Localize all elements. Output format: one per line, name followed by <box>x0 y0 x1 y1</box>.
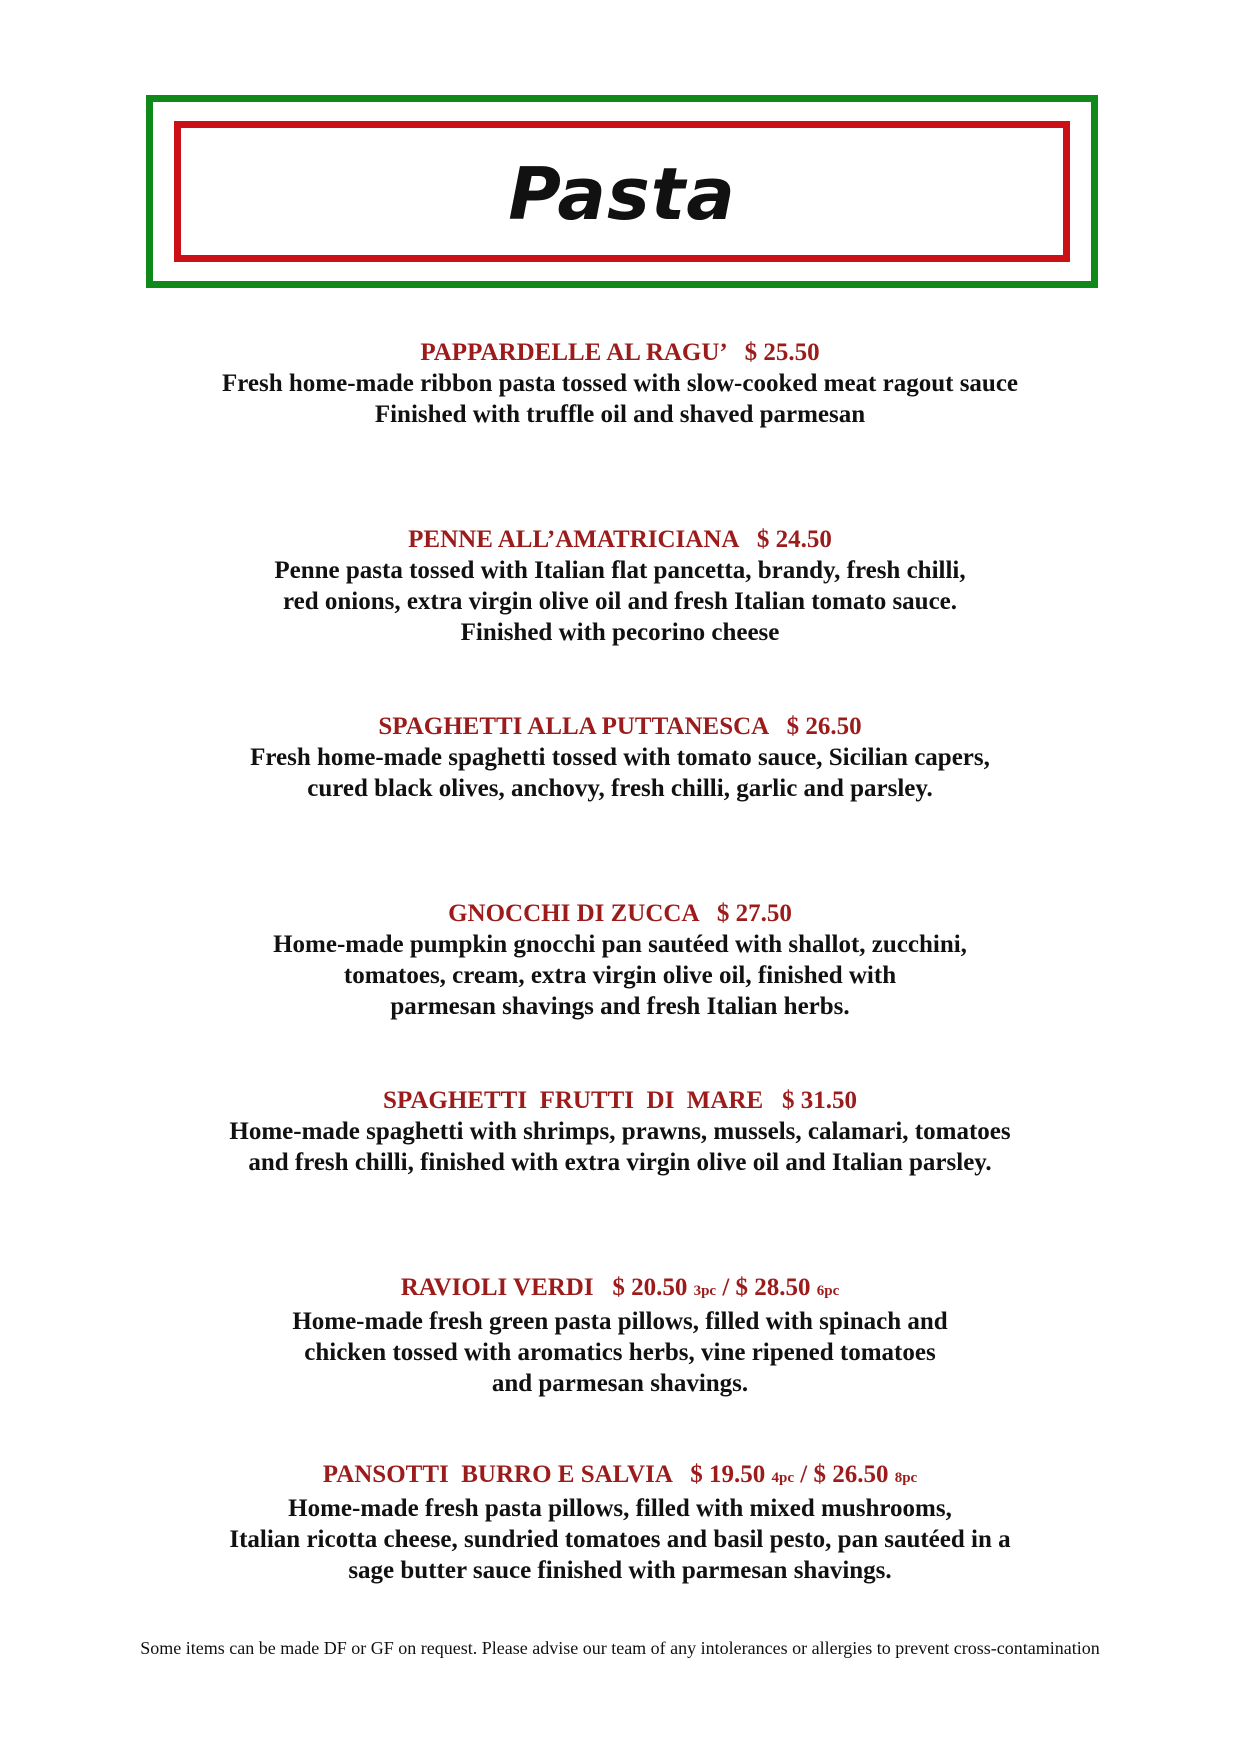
description-line: Home-made spaghetti with shrimps, prawns, mussels, calamari, tomatoes <box>229 1118 1011 1145</box>
menu-item-portion: 6pc <box>816 1283 840 1299</box>
menu-item <box>0 1460 1240 1647</box>
menu-item-heading <box>0 712 1240 742</box>
description-line: parmesan shavings and fresh Italian herbs. <box>390 993 850 1020</box>
menu-item-portion: 8pc <box>894 1470 918 1486</box>
menu-item-portion: 3pc <box>693 1283 717 1299</box>
description-line: Home-made pumpkin gnocchi pan sautéed with shallot, zucchini, <box>273 931 967 958</box>
description-line: Penne pasta tossed with Italian flat pancetta, brandy, fresh chilli, <box>274 557 966 584</box>
description-line: Fresh home-made spaghetti tossed with tomato sauce, Sicilian capers, <box>250 744 990 771</box>
menu-item-heading <box>0 1086 1240 1116</box>
menu-item-name: PANSOTTI BURRO E SALVIA <box>322 1461 672 1488</box>
menu-item-price: $ 26.50 <box>813 1461 889 1488</box>
description-line: Home-made fresh green pasta pillows, filled with spinach and <box>292 1308 948 1335</box>
menu-item-price: $ 25.50 <box>744 339 820 366</box>
description-line: Home-made fresh pasta pillows, filled with mixed mushrooms, <box>288 1495 952 1522</box>
menu-item <box>0 525 1240 712</box>
description-line: chicken tossed with aromatics herbs, vine ripened tomatoes <box>304 1339 936 1366</box>
menu-item-list <box>0 338 1240 1647</box>
menu-item <box>0 1273 1240 1460</box>
menu-item-price: $ 19.50 <box>690 1461 766 1488</box>
menu-item-name: GNOCCHI DI ZUCCA <box>448 900 699 927</box>
menu-item-description <box>0 929 1240 1022</box>
description-line: and fresh chilli, finished with extra virgin olive oil and Italian parsley. <box>248 1149 992 1176</box>
description-line: tomatoes, cream, extra virgin olive oil, finished with <box>343 962 897 989</box>
menu-item-portion: 4pc <box>771 1470 794 1486</box>
menu-item-heading: RAVIOLI VERDI $ 20.50 3pc / $ 28.50 6pc <box>400 1274 840 1301</box>
menu-item-name: RAVIOLI VERDI <box>400 1274 594 1301</box>
menu-item-heading <box>0 338 1240 368</box>
menu-item-name: SPAGHETTI FRUTTI DI MARE <box>383 1087 764 1114</box>
menu-item-description <box>0 368 1240 430</box>
description-line: Fresh home-made ribbon pasta tossed with slow-cooked meat ragout sauce <box>221 370 1019 397</box>
menu-item <box>0 712 1240 899</box>
page-title: Pasta <box>508 151 736 236</box>
menu-item-price: $ 26.50 <box>786 713 862 740</box>
description-line: Italian ricotta cheese, sundried tomatoes and basil pesto, pan sautéed in a <box>229 1526 1011 1553</box>
allergy-note: Some items can be made DF or GF on request. Please advise our team of any intolerances or allergies to prevent cross-contamination <box>140 1638 1100 1658</box>
description-line: and parmesan shavings. <box>491 1370 749 1397</box>
menu-item <box>0 1086 1240 1273</box>
menu-item-price: $ 28.50 <box>735 1274 811 1301</box>
menu-item-price: $ 31.50 <box>781 1087 857 1114</box>
menu-item <box>0 899 1240 1086</box>
menu-item-heading <box>0 525 1240 555</box>
menu-item-heading <box>0 899 1240 929</box>
menu-item-price: $ 20.50 <box>612 1274 688 1301</box>
menu-item-description <box>0 1116 1240 1178</box>
menu-item-name: SPAGHETTI ALLA PUTTANESCA <box>378 713 768 740</box>
menu-item-description <box>0 1493 1240 1586</box>
menu-item <box>0 338 1240 525</box>
menu-item-price: $ 27.50 <box>716 900 792 927</box>
menu-item-description <box>0 1306 1240 1399</box>
menu-item-name: PENNE ALL’AMATRICIANA <box>408 526 739 553</box>
title-frame-outer <box>146 95 1098 288</box>
menu-item-price: $ 24.50 <box>756 526 832 553</box>
description-line: Finished with truffle oil and shaved parmesan <box>374 401 866 428</box>
description-line: cured black olives, anchovy, fresh chilli, garlic and parsley. <box>307 775 933 802</box>
description-line: sage butter sauce finished with parmesan shavings. <box>348 1557 892 1584</box>
description-line: Finished with pecorino cheese <box>460 619 780 646</box>
menu-item-name: PAPPARDELLE AL RAGU’ <box>420 339 726 366</box>
menu-item-description <box>0 742 1240 804</box>
title-frame-inner <box>174 121 1070 262</box>
menu-item-heading: PANSOTTI BURRO E SALVIA $ 19.50 4pc / $ 26.50 8pc <box>322 1461 918 1488</box>
menu-item-description <box>0 555 1240 648</box>
description-line: red onions, extra virgin olive oil and fresh Italian tomato sauce. <box>282 588 958 615</box>
